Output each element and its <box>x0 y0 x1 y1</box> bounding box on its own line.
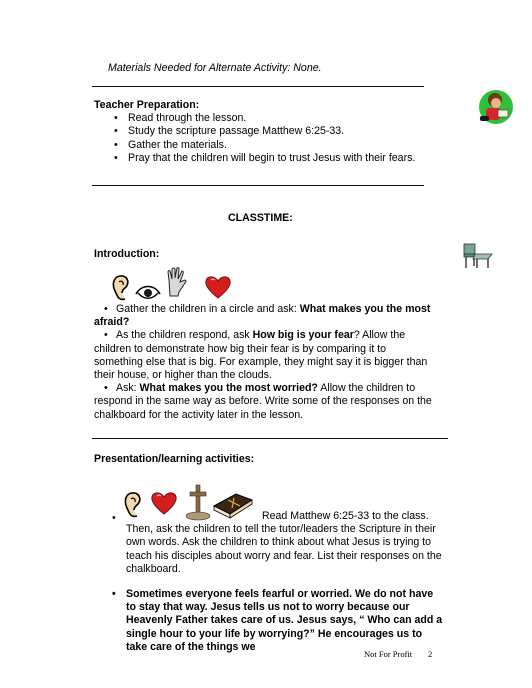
list-item: • Study the scripture passage Matthew 6:25-33. <box>106 125 434 138</box>
list-item: • Read Matthew 6:25-33 to the class. Then, ask the children to tell the tutor/leaders the Scripture in their own words. Ask the children to think about what Jesus is trying to teach his disciples about worry and fear. List their responses on the chalkboard. <box>112 510 442 575</box>
list-item: • Pray that the children will begin to trust Jesus with their fears. <box>106 152 434 165</box>
introduction-body <box>94 303 434 422</box>
divider <box>92 86 424 87</box>
teacher-prep-list <box>106 112 434 165</box>
ear-icon <box>108 273 132 303</box>
presentation-heading: Presentation/learning activities: <box>94 453 255 465</box>
presentation-list <box>106 510 446 654</box>
heart-icon <box>204 274 232 300</box>
footer-text: Not For Profit <box>364 649 413 659</box>
bullet: • <box>104 329 108 342</box>
introduction-heading: Introduction: <box>94 248 160 260</box>
intro-paragraph: • As the children respond, ask How big is your fear? Allow the children to demonstrate how big their fear is by comparing it to something else that is big. For example, they might say it is bigger than their house, or higher than the clouds. <box>94 329 428 382</box>
classtime-heading: CLASSTIME: <box>228 212 293 224</box>
bullet: • <box>112 512 116 524</box>
list-item: • Sometimes everyone feels fearful or worried. We do not have to stay that way. Jesus tells us not to worry because our Heavenly Father takes care of us. Jesus says, “ Who can add a single hour to your life by worrying?” He encourages us to take care of the things we <box>112 588 443 653</box>
hand-icon <box>165 266 189 298</box>
child-reading-icon <box>474 88 516 128</box>
page-number: 2 <box>428 649 433 659</box>
divider <box>92 438 448 439</box>
bullet: • <box>112 588 116 601</box>
bullet: • <box>104 382 108 395</box>
list-item: • Read through the lesson. <box>106 112 434 125</box>
list-item: • Gather the materials. <box>106 139 434 152</box>
materials-line: Materials Needed for Alternate Activity: None. <box>108 62 322 74</box>
intro-paragraph: • Ask: What makes you the most worried? Allow the children to respond in the same way as before. Write some of the responses on the chalkboard for the activity later in the lesson. <box>94 382 432 421</box>
eye-icon <box>134 282 162 302</box>
classroom-desk-icon <box>462 240 494 270</box>
teacher-prep-heading: Teacher Preparation: <box>94 99 200 111</box>
divider <box>92 185 424 186</box>
bullet: • <box>104 303 108 315</box>
teacher-preparation <box>94 99 434 165</box>
intro-paragraph: • Gather the children in a circle and ask: What makes you the most afraid? <box>94 303 431 329</box>
